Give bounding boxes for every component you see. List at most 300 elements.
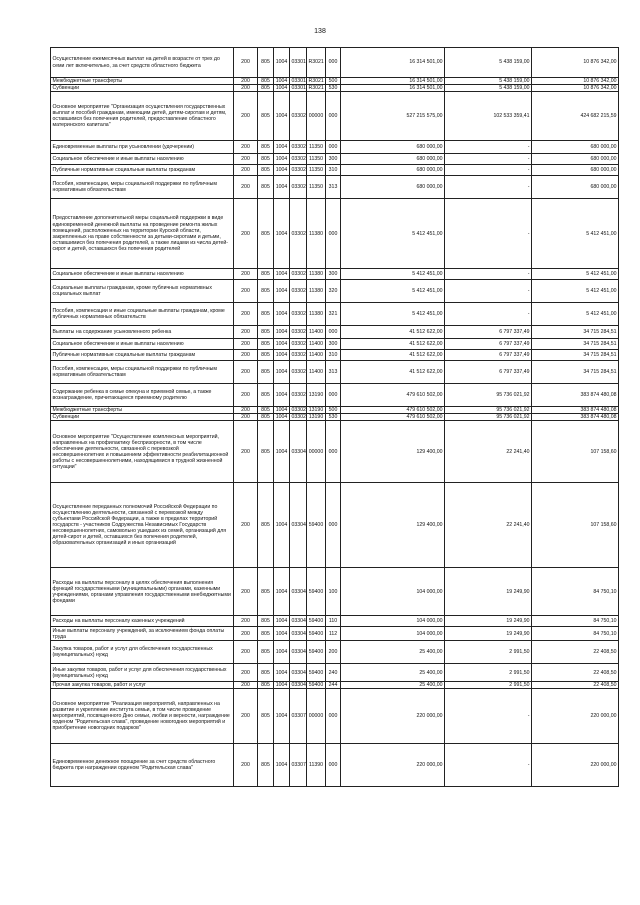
row-name-cell: Закупка товаров, работ и услуг для обеспечения государственных (муниципальных) нужд <box>51 641 234 664</box>
target-article-program-cell: 03302 <box>290 141 307 154</box>
grbs-code-cell: 200 <box>234 303 258 326</box>
approved-amount-cell: 479 610 502,00 <box>341 414 445 421</box>
row-name-cell: Межбюджетные трансферты <box>51 407 234 414</box>
executed-amount-cell: 2 991,50 <box>445 682 532 689</box>
executed-amount-cell: - <box>445 165 532 176</box>
section-code-cell: 805 <box>258 641 274 664</box>
executed-amount-cell: - <box>445 176 532 199</box>
section-code-cell: 805 <box>258 165 274 176</box>
table-row <box>51 361 619 384</box>
expense-type-cell: 500 <box>326 407 341 414</box>
approved-amount-cell: 104 000,00 <box>341 568 445 616</box>
table-row <box>51 92 619 141</box>
table-row <box>51 280 619 303</box>
expense-type-cell: 200 <box>326 641 341 664</box>
row-name-cell: Осуществление переданных полномочий Российской Федерации по осуществлению деятельности, связанной с перевозкой между субъектами Российской Федерации, а также в пределах территорий государств - участников Содружества Независимых Государств несовершеннолетних, самовольно ушедших из семей, организаций для детей-сирот и детей, оставшихся без попечения родителей, образовательных организаций и иных организаций <box>51 483 234 568</box>
target-article-program-cell: 03304 <box>290 616 307 627</box>
target-article-direction-cell: 59400 <box>307 616 326 627</box>
target-article-direction-cell: R3021 <box>308 85 324 92</box>
executed-amount-cell: 102 533 359,41 <box>445 92 532 141</box>
grbs-code-cell: 200 <box>234 627 258 641</box>
remaining-amount-cell: 10 876 342,00 <box>532 85 619 92</box>
approved-amount-cell: 104 000,00 <box>341 627 445 641</box>
approved-amount-cell: 16 314 501,00 <box>341 78 445 85</box>
expense-type-cell: 321 <box>326 303 341 326</box>
target-article-program-cell: 03302 <box>290 165 307 176</box>
subsection-code-cell: 1004 <box>274 303 290 326</box>
row-name-cell: Социальное обеспечение и иные выплаты населению <box>51 154 234 165</box>
target-article-direction-cell: 00000 <box>307 689 326 744</box>
remaining-amount-cell: 220 000,00 <box>532 744 619 787</box>
subsection-code-cell: 1004 <box>274 744 290 787</box>
remaining-amount-cell: 84 750,10 <box>532 627 619 641</box>
target-article-program-cell: 03307 <box>290 744 307 787</box>
approved-amount-cell: 129 400,00 <box>341 483 445 568</box>
target-article-direction-cell: 11380 <box>307 280 326 303</box>
target-article-program-cell: 03304 <box>290 627 307 641</box>
row-name-cell: Выплаты на содержание усыновленного ребенка <box>51 326 234 339</box>
executed-amount-cell: 95 736 021,92 <box>445 414 532 421</box>
remaining-amount-cell: 84 750,10 <box>532 616 619 627</box>
table-row <box>51 744 619 787</box>
executed-amount-cell: - <box>445 303 532 326</box>
executed-amount-cell: 95 736 021,92 <box>445 384 532 407</box>
approved-amount-cell: 129 400,00 <box>341 421 445 483</box>
row-name-cell: Публичные нормативные социальные выплаты гражданам <box>51 350 234 361</box>
target-article-program-cell: 03302 <box>290 280 307 303</box>
target-article-program-cell: 03304 <box>290 568 307 616</box>
target-article-direction-cell: 11390 <box>307 744 326 787</box>
subsection-code-cell: 1004 <box>274 483 290 568</box>
subsection-code-cell: 1004 <box>274 384 290 407</box>
approved-amount-cell: 25 400,00 <box>341 641 445 664</box>
section-code-cell: 805 <box>258 199 274 269</box>
target-article-direction-cell: 11380 <box>307 303 326 326</box>
expense-type-cell: 300 <box>326 154 341 165</box>
remaining-amount-cell: 680 000,00 <box>532 165 619 176</box>
grbs-code-cell: 200 <box>234 326 258 339</box>
approved-amount-cell: 220 000,00 <box>341 689 445 744</box>
target-article-direction-cell: 11400 <box>307 361 326 384</box>
section-code-cell: 805 <box>258 744 274 787</box>
expense-type-cell: 000 <box>326 326 341 339</box>
expense-type-cell: 110 <box>326 616 341 627</box>
remaining-amount-cell: 5 412 451,00 <box>532 269 619 280</box>
approved-amount-cell: 41 512 622,00 <box>341 350 445 361</box>
executed-amount-cell: 6 797 337,49 <box>445 361 532 384</box>
remaining-amount-cell: 383 874 480,08 <box>532 414 619 421</box>
approved-amount-cell: 680 000,00 <box>341 154 445 165</box>
target-article-program-cell: 03304 <box>290 421 307 483</box>
grbs-code-cell: 200 <box>234 269 258 280</box>
approved-amount-cell: 5 412 451,00 <box>341 199 445 269</box>
subsection-code-cell: 1004 <box>274 269 290 280</box>
table-row <box>51 85 619 92</box>
executed-amount-cell: 95 736 021,92 <box>445 407 532 414</box>
grbs-code-cell: 200 <box>234 407 258 414</box>
subsection-code-cell: 1004 <box>274 682 290 689</box>
target-article-program-cell: 03302 <box>290 339 307 350</box>
subsection-code-cell: 1004 <box>274 85 290 92</box>
row-name-cell: Публичные нормативные социальные выплаты гражданам <box>51 165 234 176</box>
section-code-cell: 805 <box>258 568 274 616</box>
approved-amount-cell: 25 400,00 <box>341 664 445 682</box>
section-code-cell: 805 <box>258 154 274 165</box>
target-article-direction-cell: 59400 <box>307 682 326 689</box>
target-article-program-cell: 03304 <box>290 664 307 682</box>
table-row <box>51 421 619 483</box>
remaining-amount-cell: 5 412 451,00 <box>532 280 619 303</box>
remaining-amount-cell: 5 412 451,00 <box>532 199 619 269</box>
section-code-cell: 805 <box>258 421 274 483</box>
subsection-code-cell: 1004 <box>274 568 290 616</box>
executed-amount-cell: 22 241,40 <box>445 483 532 568</box>
target-article-direction-cell: 59400 <box>307 483 326 568</box>
grbs-code-cell: 200 <box>234 199 258 269</box>
row-name-cell: Единовременные выплаты при усыновлении (удочерении) <box>51 141 234 154</box>
section-code-cell: 805 <box>258 92 274 141</box>
row-name-cell: Осуществление ежемесячных выплат на детей в возрасте от трех до семи лет включительно, за счет средств областного бюджета <box>51 48 234 78</box>
remaining-amount-cell: 10 876 342,00 <box>532 48 619 78</box>
remaining-amount-cell: 22 408,50 <box>532 682 619 689</box>
executed-amount-cell: 5 438 159,00 <box>445 85 532 92</box>
target-article-program-cell: 03304 <box>290 483 307 568</box>
table-row <box>51 176 619 199</box>
section-code-cell: 805 <box>258 78 274 85</box>
section-code-cell: 805 <box>258 326 274 339</box>
target-article-direction-cell: 00000 <box>307 421 326 483</box>
target-article-direction-cell: 11350 <box>307 165 326 176</box>
target-article-direction-cell: 11400 <box>307 339 326 350</box>
target-article-direction-cell: R3021 <box>308 78 324 84</box>
target-article-direction-cell: R3021 <box>307 48 326 78</box>
table-row <box>51 199 619 269</box>
remaining-amount-cell: 10 876 342,00 <box>532 78 619 85</box>
section-code-cell: 805 <box>258 616 274 627</box>
remaining-amount-cell: 34 715 284,51 <box>532 361 619 384</box>
table-row <box>51 616 619 627</box>
subsection-code-cell: 1004 <box>274 141 290 154</box>
row-name-cell: Социальные выплаты гражданам, кроме публичных нормативных социальных выплат <box>51 280 234 303</box>
approved-amount-cell: 41 512 622,00 <box>341 361 445 384</box>
subsection-code-cell: 1004 <box>274 350 290 361</box>
target-article-program-cell: 03302 <box>291 407 306 414</box>
remaining-amount-cell: 383 874 480,08 <box>532 407 619 414</box>
executed-amount-cell: - <box>445 141 532 154</box>
target-article-program-cell: 03301 <box>291 78 306 84</box>
grbs-code-cell: 200 <box>234 78 258 85</box>
row-name-cell: Единовременное денежное поощрение за счет средств областного бюджета при награждении орденом "Родительская слава" <box>51 744 234 787</box>
expense-type-cell: 500 <box>326 78 341 85</box>
approved-amount-cell: 41 512 622,00 <box>341 326 445 339</box>
expense-type-cell: 313 <box>326 176 341 199</box>
approved-amount-cell: 680 000,00 <box>341 165 445 176</box>
grbs-code-cell: 200 <box>234 689 258 744</box>
subsection-code-cell: 1004 <box>274 361 290 384</box>
target-article-direction-cell: 59400 <box>307 627 326 641</box>
table-row <box>51 269 619 280</box>
row-name-cell: Расходы на выплаты персоналу казенных учреждений <box>51 616 234 627</box>
executed-amount-cell: 5 438 159,00 <box>445 78 532 85</box>
target-article-direction-cell: 11380 <box>307 199 326 269</box>
target-article-program-cell: 03302 <box>291 414 306 421</box>
executed-amount-cell: - <box>445 744 532 787</box>
row-name-cell: Социальное обеспечение и иные выплаты населению <box>51 269 234 280</box>
table-row <box>51 350 619 361</box>
approved-amount-cell: 16 314 501,00 <box>341 48 445 78</box>
subsection-code-cell: 1004 <box>274 154 290 165</box>
approved-amount-cell: 479 610 502,00 <box>341 407 445 414</box>
table-row <box>51 407 619 414</box>
row-name-cell: Основное мероприятие "Осуществление комплексных мероприятий, направленных на профилактику беспризорности, в том числе обеспечение деятельности, связанной с перевозкой несовершеннолетних и повышением эффективности реабилитационной работы с несовершеннолетними, находящимися в трудной жизненной ситуации" <box>51 421 234 483</box>
row-name-cell: Иные закупки товаров, работ и услуг для обеспечения государственных (муниципальных) нужд <box>51 664 234 682</box>
grbs-code-cell: 200 <box>234 176 258 199</box>
approved-amount-cell: 41 512 622,00 <box>341 339 445 350</box>
approved-amount-cell: 25 400,00 <box>341 682 445 689</box>
approved-amount-cell: 680 000,00 <box>341 176 445 199</box>
executed-amount-cell: 2 991,50 <box>445 664 532 682</box>
subsection-code-cell: 1004 <box>274 616 290 627</box>
target-article-program-cell: 03302 <box>290 92 307 141</box>
section-code-cell: 805 <box>258 85 274 92</box>
grbs-code-cell: 200 <box>234 350 258 361</box>
grbs-code-cell: 200 <box>234 92 258 141</box>
approved-amount-cell: 104 000,00 <box>341 616 445 627</box>
expense-type-cell: 000 <box>326 689 341 744</box>
row-name-cell: Прочая закупка товаров, работ и услуг <box>51 682 234 689</box>
table-row <box>51 483 619 568</box>
remaining-amount-cell: 424 682 215,59 <box>532 92 619 141</box>
approved-amount-cell: 5 412 451,00 <box>341 269 445 280</box>
table-row <box>51 154 619 165</box>
remaining-amount-cell: 383 874 480,08 <box>532 384 619 407</box>
expense-type-cell: 310 <box>326 165 341 176</box>
target-article-program-cell: 03302 <box>290 176 307 199</box>
table-row <box>51 303 619 326</box>
target-article-direction-cell: 11400 <box>307 350 326 361</box>
section-code-cell: 805 <box>258 664 274 682</box>
approved-amount-cell: 479 610 502,00 <box>341 384 445 407</box>
executed-amount-cell: - <box>445 689 532 744</box>
approved-amount-cell: 5 412 451,00 <box>341 280 445 303</box>
subsection-code-cell: 1004 <box>274 78 290 85</box>
section-code-cell: 805 <box>258 339 274 350</box>
executed-amount-cell: 6 797 337,49 <box>445 339 532 350</box>
executed-amount-cell: 6 797 337,49 <box>445 350 532 361</box>
expense-type-cell: 100 <box>326 568 341 616</box>
expense-type-cell: 000 <box>326 48 341 78</box>
section-code-cell: 805 <box>258 483 274 568</box>
section-code-cell: 805 <box>258 48 274 78</box>
expense-type-cell: 000 <box>326 92 341 141</box>
target-article-direction-cell: 11380 <box>307 269 326 280</box>
target-article-direction-cell: 13190 <box>307 414 326 421</box>
remaining-amount-cell: 680 000,00 <box>532 176 619 199</box>
table-body <box>51 48 619 787</box>
row-name-cell: Межбюджетные трансферты <box>51 78 234 85</box>
target-article-direction-cell: 59400 <box>307 568 326 616</box>
target-article-program-cell: 03302 <box>290 269 307 280</box>
subsection-code-cell: 1004 <box>274 199 290 269</box>
expense-type-cell: 300 <box>326 339 341 350</box>
expense-type-cell: 300 <box>326 269 341 280</box>
grbs-code-cell: 200 <box>234 483 258 568</box>
expense-type-cell: 000 <box>326 421 341 483</box>
subsection-code-cell: 1004 <box>274 92 290 141</box>
target-article-direction-cell: 11400 <box>307 326 326 339</box>
row-name-cell: Субвенции <box>51 85 234 92</box>
table-row <box>51 627 619 641</box>
table-row <box>51 384 619 407</box>
row-name-cell: Расходы на выплаты персоналу в целях обеспечения выполнения функций государственными (муниципальными) органами, казенными учреждениями, органами управления государственными внебюджетными фондами <box>51 568 234 616</box>
target-article-direction-cell: 00000 <box>307 92 326 141</box>
remaining-amount-cell: 34 715 284,51 <box>532 326 619 339</box>
section-code-cell: 805 <box>258 689 274 744</box>
expense-type-cell: 244 <box>326 682 341 689</box>
expense-type-cell: 000 <box>326 384 341 407</box>
expense-type-cell: 000 <box>326 744 341 787</box>
remaining-amount-cell: 680 000,00 <box>532 141 619 154</box>
row-name-cell: Пособия, компенсации, меры социальной поддержки по публичным нормативным обязательствам <box>51 176 234 199</box>
remaining-amount-cell: 680 000,00 <box>532 154 619 165</box>
subsection-code-cell: 1004 <box>274 627 290 641</box>
grbs-code-cell: 200 <box>234 421 258 483</box>
remaining-amount-cell: 84 750,10 <box>532 568 619 616</box>
section-code-cell: 805 <box>258 280 274 303</box>
grbs-code-cell: 200 <box>234 48 258 78</box>
row-name-cell: Предоставление дополнительной меры социальной поддержки в виде единовременной денежной выплаты на проведение ремонта жилых помещений, расположенных на территории Курской области, закрепленных на праве собственности за детьми-сиротами и детьми, оставшимися без попечения родителей, а также лицами из числа детей-сирот и детей, оставшихся без попечения родителей <box>51 199 234 269</box>
subsection-code-cell: 1004 <box>274 48 290 78</box>
subsection-code-cell: 1004 <box>274 641 290 664</box>
target-article-program-cell: 03302 <box>290 326 307 339</box>
target-article-program-cell: 03301 <box>291 85 306 92</box>
expense-type-cell: 240 <box>326 664 341 682</box>
executed-amount-cell: 2 991,50 <box>445 641 532 664</box>
row-name-cell: Содержание ребенка в семье опекуна и приемной семье, а также вознаграждение, причитающееся приемному родителю <box>51 384 234 407</box>
grbs-code-cell: 200 <box>234 641 258 664</box>
section-code-cell: 805 <box>258 384 274 407</box>
executed-amount-cell: - <box>445 280 532 303</box>
grbs-code-cell: 200 <box>234 568 258 616</box>
section-code-cell: 805 <box>258 627 274 641</box>
target-article-program-cell: 03302 <box>290 303 307 326</box>
remaining-amount-cell: 107 158,60 <box>532 483 619 568</box>
target-article-direction-cell: 13190 <box>307 384 326 407</box>
subsection-code-cell: 1004 <box>274 689 290 744</box>
target-article-program-cell: 03307 <box>290 689 307 744</box>
target-article-program-cell: 03302 <box>290 350 307 361</box>
table-row <box>51 682 619 689</box>
table-row <box>51 664 619 682</box>
table-row <box>51 48 619 78</box>
remaining-amount-cell: 5 412 451,00 <box>532 303 619 326</box>
expense-type-cell: 000 <box>326 483 341 568</box>
section-code-cell: 805 <box>258 414 274 421</box>
subsection-code-cell: 1004 <box>274 280 290 303</box>
subsection-code-cell: 1004 <box>274 421 290 483</box>
table-row <box>51 689 619 744</box>
remaining-amount-cell: 220 000,00 <box>532 689 619 744</box>
executed-amount-cell: - <box>445 154 532 165</box>
table-row <box>51 141 619 154</box>
table-row <box>51 568 619 616</box>
section-code-cell: 805 <box>258 303 274 326</box>
subsection-code-cell: 1004 <box>274 165 290 176</box>
executed-amount-cell: 22 241,40 <box>445 421 532 483</box>
expense-type-cell: 000 <box>326 141 341 154</box>
remaining-amount-cell: 22 408,50 <box>532 664 619 682</box>
subsection-code-cell: 1004 <box>274 414 290 421</box>
approved-amount-cell: 5 412 451,00 <box>341 303 445 326</box>
target-article-direction-cell: 59400 <box>307 664 326 682</box>
expense-type-cell: 530 <box>326 85 341 92</box>
target-article-direction-cell: 11350 <box>307 176 326 199</box>
table-row <box>51 78 619 85</box>
section-code-cell: 805 <box>258 176 274 199</box>
executed-amount-cell: 19 249,90 <box>445 616 532 627</box>
target-article-program-cell: 03301 <box>290 48 307 78</box>
section-code-cell: 805 <box>258 407 274 414</box>
grbs-code-cell: 200 <box>234 280 258 303</box>
section-code-cell: 805 <box>258 682 274 689</box>
remaining-amount-cell: 22 408,50 <box>532 641 619 664</box>
budget-table <box>50 47 619 787</box>
grbs-code-cell: 200 <box>234 682 258 689</box>
approved-amount-cell: 220 000,00 <box>341 744 445 787</box>
grbs-code-cell: 200 <box>234 339 258 350</box>
subsection-code-cell: 1004 <box>274 664 290 682</box>
expense-type-cell: 112 <box>326 627 341 641</box>
expense-type-cell: 000 <box>326 199 341 269</box>
executed-amount-cell: - <box>445 269 532 280</box>
row-name-cell: Пособия, компенсации и иные социальные выплаты гражданам, кроме публичных нормативных обязательств <box>51 303 234 326</box>
approved-amount-cell: 527 215 575,00 <box>341 92 445 141</box>
section-code-cell: 805 <box>258 141 274 154</box>
section-code-cell: 805 <box>258 350 274 361</box>
target-article-program-cell: 03304 <box>291 682 306 689</box>
target-article-direction-cell: 59400 <box>307 641 326 664</box>
grbs-code-cell: 200 <box>234 85 258 92</box>
grbs-code-cell: 200 <box>234 384 258 407</box>
executed-amount-cell: 6 797 337,49 <box>445 326 532 339</box>
table-row <box>51 641 619 664</box>
row-name-cell: Субвенции <box>51 414 234 421</box>
table-row <box>51 165 619 176</box>
grbs-code-cell: 200 <box>234 744 258 787</box>
grbs-code-cell: 200 <box>234 361 258 384</box>
executed-amount-cell: 5 438 159,00 <box>445 48 532 78</box>
expense-type-cell: 310 <box>326 350 341 361</box>
table-row <box>51 339 619 350</box>
page-number: 138 <box>314 28 326 35</box>
expense-type-cell: 530 <box>326 414 341 421</box>
section-code-cell: 805 <box>258 361 274 384</box>
grbs-code-cell: 200 <box>234 664 258 682</box>
row-name-cell: Социальное обеспечение и иные выплаты населению <box>51 339 234 350</box>
subsection-code-cell: 1004 <box>274 407 290 414</box>
grbs-code-cell: 200 <box>234 165 258 176</box>
executed-amount-cell: 19 249,90 <box>445 568 532 616</box>
grbs-code-cell: 200 <box>234 414 258 421</box>
subsection-code-cell: 1004 <box>274 339 290 350</box>
row-name-cell: Основное мероприятие "Организация осуществления государственных выплат и пособий гражданам, имеющим детей, детям-сиротам и детям, оставшимся без попечения родителей, предоставление областного материнского капитала" <box>51 92 234 141</box>
target-article-program-cell: 03302 <box>290 199 307 269</box>
table-row <box>51 414 619 421</box>
target-article-program-cell: 03304 <box>290 641 307 664</box>
target-article-direction-cell: 11350 <box>307 141 326 154</box>
executed-amount-cell: - <box>445 199 532 269</box>
target-article-program-cell: 03302 <box>290 384 307 407</box>
